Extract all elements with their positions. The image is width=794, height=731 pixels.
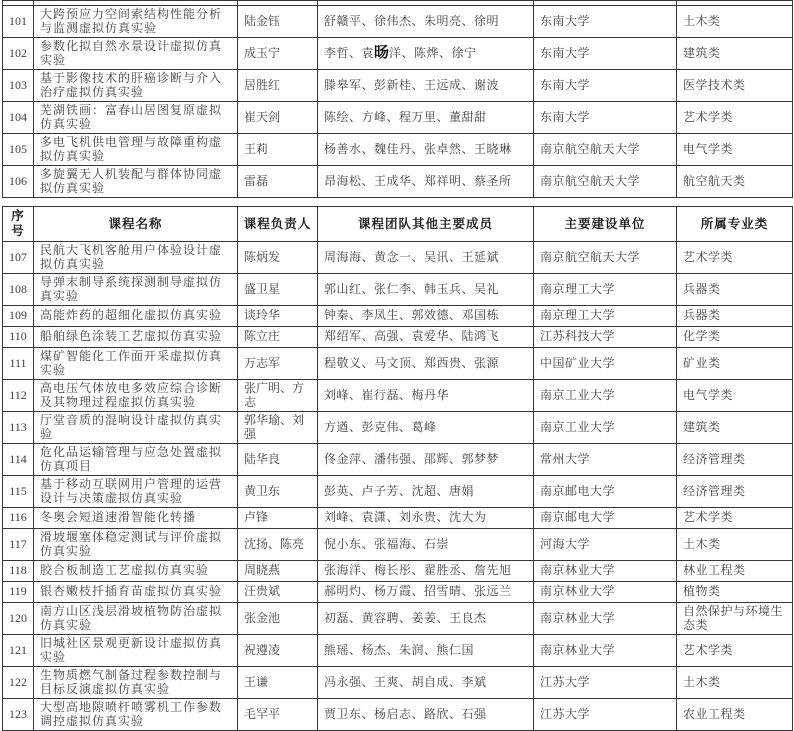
cell-unit: 东南大学: [534, 102, 677, 134]
cell-unit: 江苏大学: [534, 667, 677, 699]
cell-category: 艺术学类: [677, 508, 793, 529]
table-row: [3, 699, 793, 731]
cell-no: 105: [3, 134, 34, 166]
cell-category: 经济管理类: [677, 476, 793, 508]
table-row: [3, 242, 793, 274]
cell-course-name: 旧城社区景观更新设计虚拟仿真实验: [34, 635, 238, 667]
cell-no: 103: [3, 70, 34, 102]
cell-category: 兵器类: [677, 306, 793, 327]
cell-members: 杨善水、魏佳丹、张卓然、王晓琳: [318, 134, 534, 166]
cell-members: 舒赣平、徐伟杰、朱明亮、徐明: [318, 6, 534, 38]
cell-category: 农业工程类: [677, 699, 793, 731]
cell-course-name: 大型高地隙喷杆喷雾机工作参数调控虚拟仿真实验: [34, 699, 238, 731]
cell-members: 郭山红、张仁李、韩玉兵、吴礼: [318, 274, 534, 306]
cell-members: 张海洋、梅长彤、翟胜丞、詹先旭: [318, 561, 534, 582]
cell-no: 116: [3, 508, 34, 529]
cell-unit: 南京邮电大学: [534, 476, 677, 508]
cell-members: 周海海、黄念一、吴讯、王延斌: [318, 242, 534, 274]
cell-unit: 南京邮电大学: [534, 508, 677, 529]
cell-category: 医学技术类: [677, 70, 793, 102]
cell-unit: 河海大学: [534, 529, 677, 561]
cell-unit: 南京工业大学: [534, 412, 677, 444]
cell-course-name: 高能炸药的超细化虚拟仿真实验: [34, 306, 238, 327]
cell-leader: 张广明、方志: [238, 380, 318, 412]
cell-course-name: 芜湖铁画：富春山居图复原虚拟仿真实验: [34, 102, 238, 134]
table-row: [3, 635, 793, 667]
cell-category: 艺术学类: [677, 242, 793, 274]
cell-category: 植物类: [677, 582, 793, 603]
cell-category: 兵器类: [677, 274, 793, 306]
cell-members: 初磊、黄容聘、姜姜、王良杰: [318, 603, 534, 635]
cell-no: 123: [3, 699, 34, 731]
table-row: [3, 582, 793, 603]
cell-course-name: 煤矿智能化工作面开采虚拟仿真实验: [34, 348, 238, 380]
cell-leader: 陈立庄: [238, 327, 318, 348]
table-row: [3, 134, 793, 166]
column-header-name: 课程名称: [34, 207, 238, 242]
column-header-unit: 主要建设单位: [534, 207, 677, 242]
cell-no: 111: [3, 348, 34, 380]
cell-unit: 东南大学: [534, 70, 677, 102]
cell-course-name: 南方山区浅层滑坡植物防治虚拟仿真实验: [34, 603, 238, 635]
cell-leader: 祝遵凌: [238, 635, 318, 667]
cell-leader: 王谦: [238, 667, 318, 699]
cell-course-name: 胶合板制造工艺虚拟仿真实验: [34, 561, 238, 582]
cell-category: 建筑类: [677, 38, 793, 70]
cell-category: 矿业类: [677, 348, 793, 380]
cell-category: 建筑类: [677, 412, 793, 444]
cell-unit: 东南大学: [534, 6, 677, 38]
cell-members: 倪小东、张福海、石崇: [318, 529, 534, 561]
cell-members: 昂海松、王成华、郑祥明、蔡圣所: [318, 166, 534, 198]
cell-category: 自然保护与环境生态类: [677, 603, 793, 635]
cell-leader: 陆华良: [238, 444, 318, 476]
cell-leader: 张金池: [238, 603, 318, 635]
cell-no: 110: [3, 327, 34, 348]
cell-category: 艺术学类: [677, 635, 793, 667]
cell-course-name: 厅堂音质的混响设计虚拟仿真实验: [34, 412, 238, 444]
cell-course-name: 危化品运输管理与应急处置虚拟仿真项目: [34, 444, 238, 476]
cell-category: 经济管理类: [677, 444, 793, 476]
cell-leader: 雷磊: [238, 166, 318, 198]
cell-leader: 毛罕平: [238, 699, 318, 731]
course-table-lower-body: [3, 242, 793, 731]
cell-category: 艺术学类: [677, 102, 793, 134]
table-row: [3, 412, 793, 444]
cell-leader: 沈扬、陈亮: [238, 529, 318, 561]
cell-course-name: 多电飞机供电管理与故障重构虚拟仿真实验: [34, 134, 238, 166]
cell-leader: 谈玲华: [238, 306, 318, 327]
cell-members: 郑绍军、高强、袁爱华、陆鸿飞: [318, 327, 534, 348]
cell-leader: 成玉宁: [238, 38, 318, 70]
cell-category: 电气学类: [677, 380, 793, 412]
cell-course-name: 银杏嫩枝扦插育苗虚拟仿真实验: [34, 582, 238, 603]
table-row: [3, 166, 793, 198]
course-table-lower: [2, 206, 793, 731]
cell-members: 冯永强、王爽、胡自成、李斌: [318, 667, 534, 699]
cell-unit: 南京林业大学: [534, 635, 677, 667]
cell-members: 钟秦、李凤生、郭效德、邓国栋: [318, 306, 534, 327]
cell-course-name: 生物质燃气制备过程参数控制与目标反演虚拟仿真实验: [34, 667, 238, 699]
column-header-members: 课程团队其他主要成员: [318, 207, 534, 242]
cell-members: 贾卫东、杨启志、路欣、石强: [318, 699, 534, 731]
cell-course-name: 船舶绿色涂装工艺虚拟仿真实验: [34, 327, 238, 348]
cell-no: 104: [3, 102, 34, 134]
cell-course-name: 基于移动互联网用户管理的运营设计与决策虚拟仿真实验: [34, 476, 238, 508]
cell-no: 113: [3, 412, 34, 444]
cell-unit: 南京林业大学: [534, 561, 677, 582]
cell-category: 土木类: [677, 667, 793, 699]
cell-no: 118: [3, 561, 34, 582]
cell-unit: 江苏大学: [534, 699, 677, 731]
cell-members: 滕皋军、彭新桂、王远成、谢波: [318, 70, 534, 102]
cell-no: 121: [3, 635, 34, 667]
cell-course-name: 多旋翼无人机装配与群体协同虚拟仿真实验: [34, 166, 238, 198]
cell-members: 李哲、袁旸洋、陈烨、徐宁: [318, 38, 534, 70]
cell-unit: 江苏科技大学: [534, 327, 677, 348]
cell-no: 102: [3, 38, 34, 70]
cell-no: 101: [3, 6, 34, 38]
cell-members: 彭英、卢子芳、沈超、唐娟: [318, 476, 534, 508]
cell-no: 117: [3, 529, 34, 561]
cell-leader: 万志军: [238, 348, 318, 380]
cell-unit: 东南大学: [534, 38, 677, 70]
emphasized-character: 旸: [374, 43, 390, 62]
cell-unit: 南京航空航天大学: [534, 134, 677, 166]
table-row: [3, 476, 793, 508]
cell-course-name: 导弹末制导系统探测制导虚拟仿真实验: [34, 274, 238, 306]
cell-unit: 中国矿业大学: [534, 348, 677, 380]
table-row: [3, 603, 793, 635]
cell-members: 佟金萍、潘伟强、邵辉、郭梦梦: [318, 444, 534, 476]
cell-no: 120: [3, 603, 34, 635]
cell-no: 109: [3, 306, 34, 327]
cell-leader: 卢锋: [238, 508, 318, 529]
cell-category: 电气学类: [677, 134, 793, 166]
cell-leader: 崔天剑: [238, 102, 318, 134]
cell-unit: 南京工业大学: [534, 380, 677, 412]
table-row: [3, 444, 793, 476]
table-header-row: [3, 207, 793, 242]
cell-members: 刘峰、袁潇、刘永贵、沈大为: [318, 508, 534, 529]
cell-course-name: 冬奥会短道速滑智能化转播: [34, 508, 238, 529]
cell-course-name: 高电压气体放电多效应综合诊断及其物理过程虚拟仿真实验: [34, 380, 238, 412]
cell-unit: 南京航空航天大学: [534, 166, 677, 198]
cell-course-name: 滑坡堰塞体稳定测试与评价虚拟仿真实验: [34, 529, 238, 561]
table-row: [3, 70, 793, 102]
cell-members: 陈绘、方峰、程万里、董甜甜: [318, 102, 534, 134]
table-row: [3, 6, 793, 38]
cell-leader: 盛卫星: [238, 274, 318, 306]
cell-unit: 南京理工大学: [534, 274, 677, 306]
table-row: [3, 306, 793, 327]
cell-no: 115: [3, 476, 34, 508]
cell-leader: 居胜红: [238, 70, 318, 102]
cell-leader: 陆金钰: [238, 6, 318, 38]
table-row: [3, 529, 793, 561]
cell-category: 化学类: [677, 327, 793, 348]
table-row: [3, 327, 793, 348]
table-row: [3, 380, 793, 412]
cell-leader: 周晓燕: [238, 561, 318, 582]
cell-unit: 南京林业大学: [534, 603, 677, 635]
cell-category: 土木类: [677, 529, 793, 561]
cell-leader: 汪贵斌: [238, 582, 318, 603]
column-header-category: 所属专业类: [677, 207, 793, 242]
cell-leader: 郭华瑜、刘强: [238, 412, 318, 444]
cell-no: 112: [3, 380, 34, 412]
cell-category: 航空航天类: [677, 166, 793, 198]
cell-members: 程敬义、马文顶、郑西贵、张源: [318, 348, 534, 380]
table-row: [3, 667, 793, 699]
cell-members: 刘峰、崔行磊、梅丹华: [318, 380, 534, 412]
cell-unit: 南京林业大学: [534, 582, 677, 603]
course-table-upper-body: [3, 1, 793, 198]
column-header-no: 序号: [3, 207, 34, 242]
table-row: [3, 38, 793, 70]
cell-no: 122: [3, 667, 34, 699]
cell-unit: 南京航空航天大学: [534, 242, 677, 274]
cell-no: 119: [3, 582, 34, 603]
cell-unit: 常州大学: [534, 444, 677, 476]
table-row: [3, 508, 793, 529]
table-row: [3, 102, 793, 134]
table-row: [3, 274, 793, 306]
cell-course-name: 民航大飞机客舱用户体验设计虚拟仿真实验: [34, 242, 238, 274]
cell-category: 林业工程类: [677, 561, 793, 582]
cell-course-name: 大跨预应力空间索结构性能分析与监测虚拟仿真实验: [34, 6, 238, 38]
cell-no: 107: [3, 242, 34, 274]
cell-no: 114: [3, 444, 34, 476]
cell-leader: 陈炳发: [238, 242, 318, 274]
table-row: [3, 348, 793, 380]
table-row: [3, 561, 793, 582]
cell-no: 106: [3, 166, 34, 198]
cell-members: 方遒、彭克伟、葛峰: [318, 412, 534, 444]
cell-course-name: 基于影像技术的肝癌诊断与介入治疗虚拟仿真实验: [34, 70, 238, 102]
cell-leader: 王莉: [238, 134, 318, 166]
cell-members: 郝明灼、杨万霞、招雪晴、张远兰: [318, 582, 534, 603]
cell-category: 土木类: [677, 6, 793, 38]
cell-course-name: 参数化拟自然水景设计虚拟仿真实验: [34, 38, 238, 70]
column-header-leader: 课程负责人: [238, 207, 318, 242]
course-table-upper: [2, 0, 793, 198]
cell-members: 熊瑶、杨杰、朱润、熊仁国: [318, 635, 534, 667]
cell-leader: 黄卫东: [238, 476, 318, 508]
cell-unit: 南京理工大学: [534, 306, 677, 327]
cell-no: 108: [3, 274, 34, 306]
